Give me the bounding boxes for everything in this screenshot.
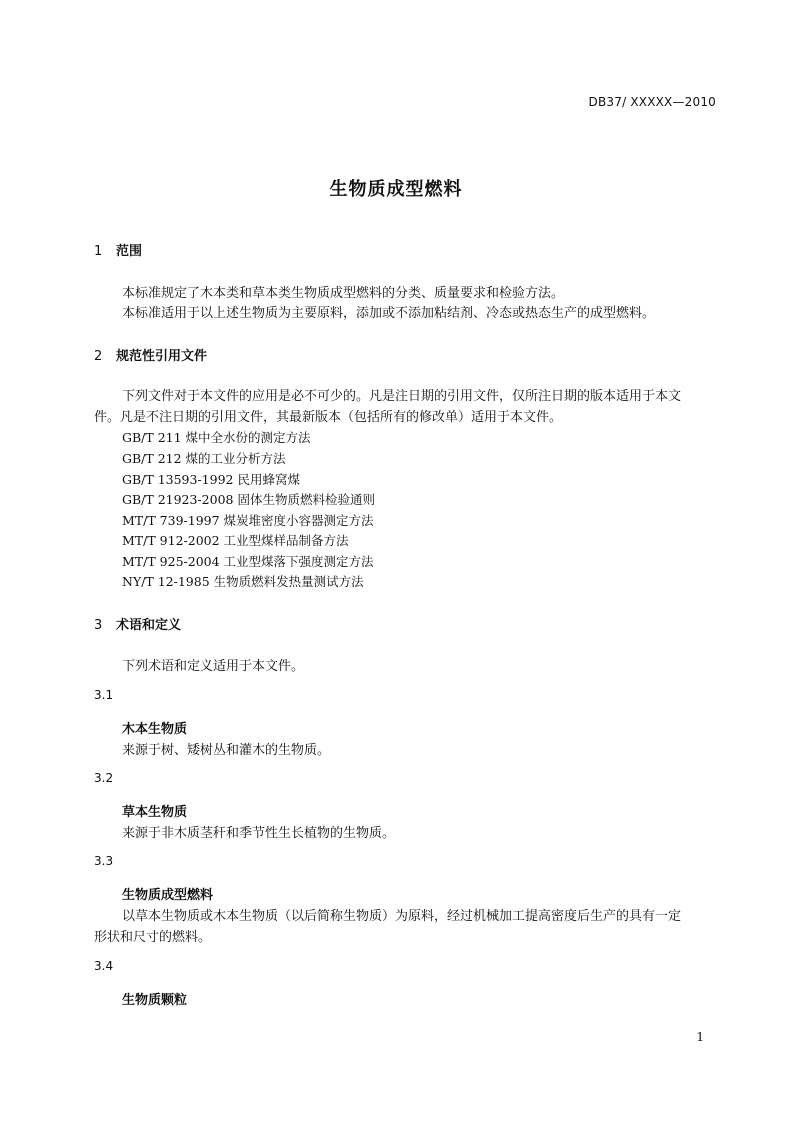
section-2-heading	[94, 345, 207, 364]
term-name: 生物质成型燃料	[122, 888, 214, 903]
section-title: 规范性引用文件	[116, 349, 208, 364]
term-name: 木本生物质	[122, 722, 188, 737]
term-definition: 来源于树、矮树丛和灌木的生物质。	[122, 743, 331, 758]
term-number: 3.3	[94, 854, 114, 868]
section-number: 2	[94, 349, 103, 364]
term-name: 草本生物质	[122, 805, 188, 820]
section-1-heading	[94, 240, 142, 259]
reference-item: GB/T 13593-1992 民用蜂窝煤	[122, 472, 300, 487]
paragraph: 本标准规定了木本类和草本类生物质成型燃料的分类、质量要求和检验方法。	[122, 286, 565, 301]
paragraph: 本标准适用于以上述生物质为主要原料，添加或不添加粘结剂、冷态或热态生产的成型燃料。	[122, 306, 656, 321]
term-number: 3.2	[94, 771, 114, 785]
term-name: 生物质颗粒	[122, 993, 188, 1008]
reference-item: GB/T 211 煤中全水份的测定方法	[122, 430, 311, 445]
term-number: 3.1	[94, 688, 114, 702]
document-code: DB37/ XXXXX—2010	[588, 95, 716, 109]
reference-item: GB/T 212 煤的工业分析方法	[122, 451, 286, 466]
reference-item: MT/T 925-2004 工业型煤落下强度测定方法	[122, 554, 374, 569]
section-3-heading	[94, 614, 181, 633]
paragraph-line: 件。凡是不注日期的引用文件，其最新版本（包括所有的修改单）适用于本文件。	[94, 410, 563, 425]
term-definition-line: 形状和尺寸的燃料。	[94, 930, 212, 945]
section-number: 1	[94, 244, 103, 259]
reference-item: GB/T 21923-2008 固体生物质燃料检验通则	[122, 492, 375, 507]
page-number: 1	[696, 1030, 704, 1044]
reference-item: MT/T 739-1997 煤炭堆密度小容器测定方法	[122, 513, 374, 528]
term-definition: 来源于非木质茎秆和季节性生长植物的生物质。	[122, 826, 396, 841]
term-number: 3.4	[94, 959, 114, 973]
paragraph: 下列术语和定义适用于本文件。	[122, 659, 305, 674]
section-title: 术语和定义	[116, 618, 182, 633]
reference-item: MT/T 912-2002 工业型煤样品制备方法	[122, 533, 349, 548]
section-number: 3	[94, 618, 103, 633]
term-definition-line: 以草本生物质或木本生物质（以后简称生物质）为原料，经过机械加工提高密度后生产的具有一定	[122, 909, 682, 924]
paragraph-line: 下列文件对于本文件的应用是必不可少的。凡是注日期的引用文件，仅所注日期的版本适用于本文	[122, 389, 682, 404]
section-title: 范围	[116, 244, 143, 259]
reference-item: NY/T 12-1985 生物质燃料发热量测试方法	[122, 574, 364, 589]
document-title: 生物质成型燃料	[329, 179, 463, 200]
